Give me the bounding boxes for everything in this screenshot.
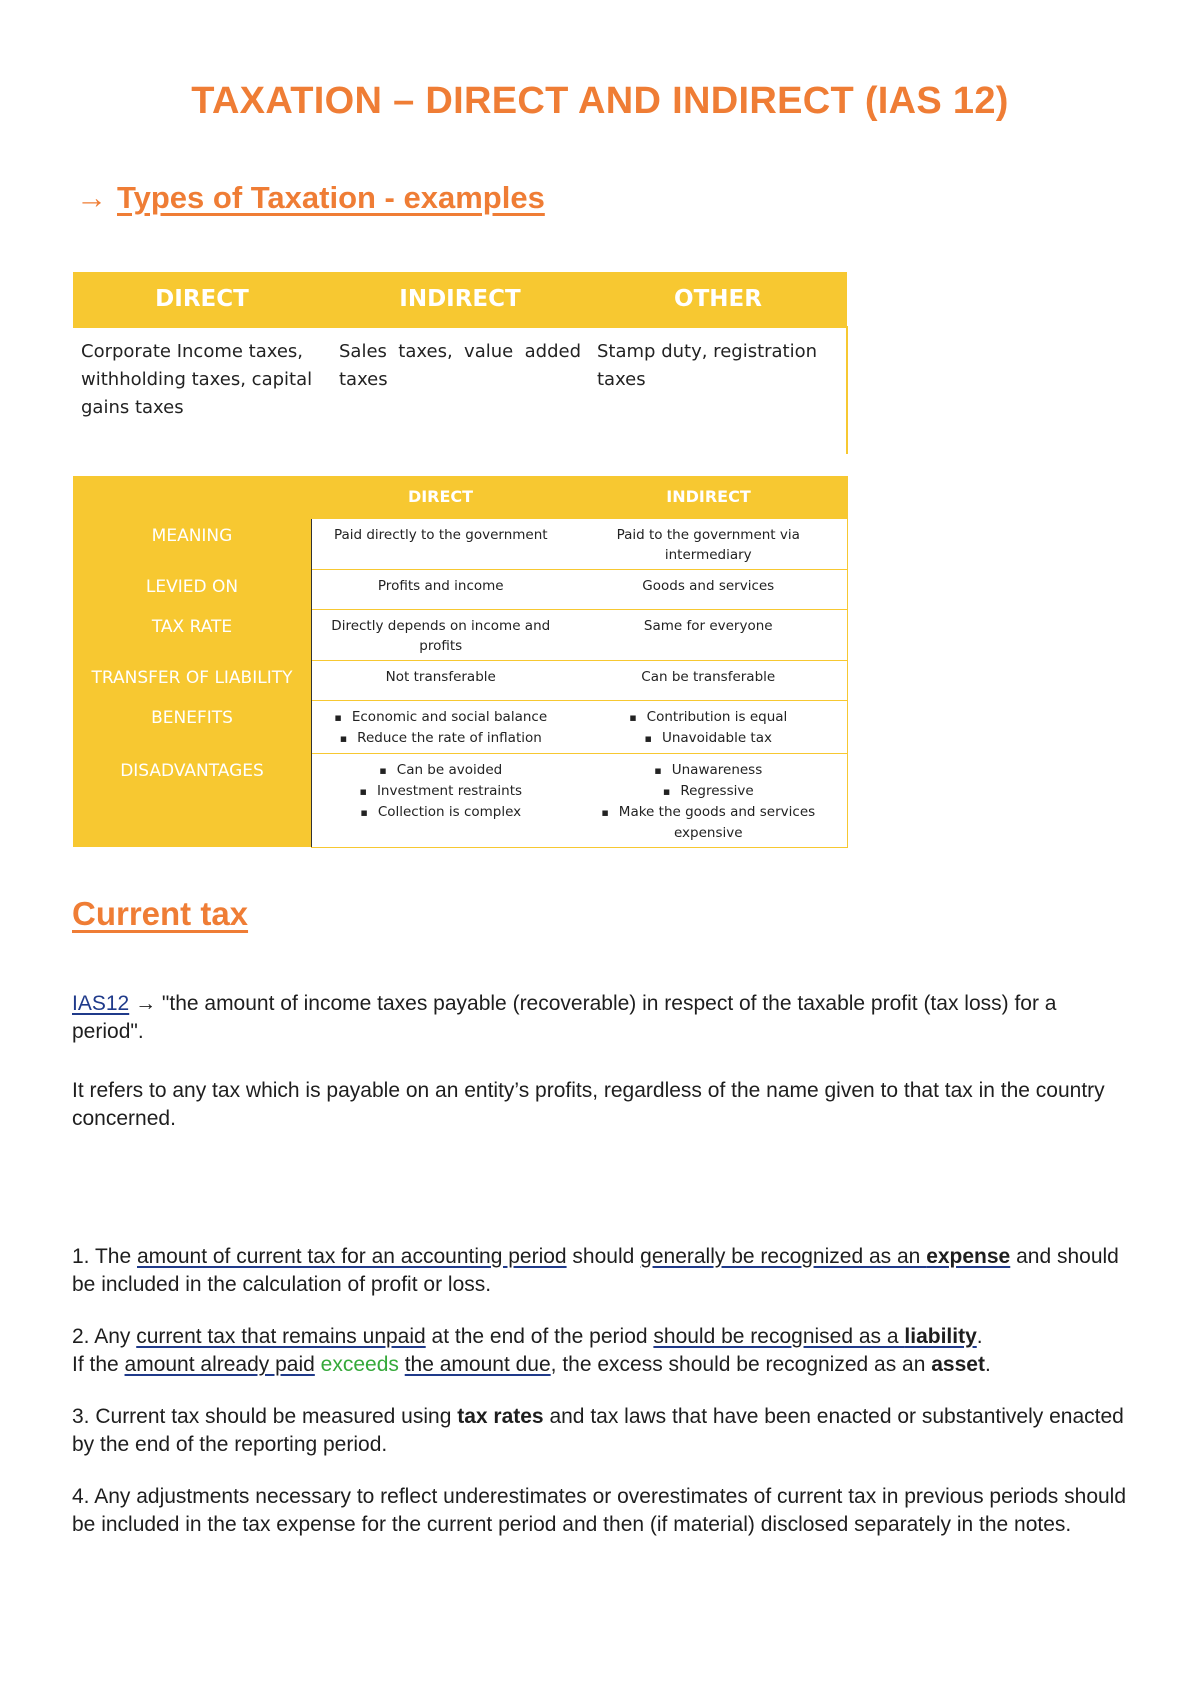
row-label-rate: TAX RATE [73, 609, 312, 660]
point-1 [72, 1243, 1132, 1299]
refers-paragraph: It refers to any tax which is payable on an entity’s profits, regardless of the name given to that tax in the country concerned. [72, 1079, 1105, 1130]
header-direct: DIRECT [73, 272, 331, 327]
underlined-text: amount already paid [124, 1353, 315, 1376]
underlined-text: generally be recognized as an [640, 1245, 927, 1268]
list-item: ▪ Investment restraints [316, 781, 566, 802]
underlined-text: should be recognised as a [653, 1325, 905, 1348]
text-run: 1. The [72, 1245, 137, 1268]
cell-benefits-indirect [570, 700, 848, 753]
highlighted-text: exceeds [314, 1353, 405, 1376]
text-run: . [984, 1353, 991, 1376]
list-item: ▪ Unavoidable tax [574, 728, 843, 749]
bold-term: tax rates [457, 1405, 544, 1428]
cell-meaning-direct: Paid directly to the government [312, 518, 570, 569]
section-subtitle [76, 180, 545, 216]
subtitle-text: Types of Taxation - examples [117, 180, 545, 215]
cell-indirect-examples: Sales taxes, value added taxes [331, 327, 589, 454]
underlined-text: current tax that remains unpaid [136, 1325, 426, 1348]
cell-disadvantages-direct [312, 753, 570, 847]
text-run: should [566, 1245, 641, 1268]
list-item: ▪ Collection is complex [316, 802, 566, 823]
list-item: ▪ Reduce the rate of inflation [316, 728, 566, 749]
cell-transfer-direct: Not transferable [312, 660, 570, 700]
list-item: ▪ Economic and social balance [316, 707, 566, 728]
header-indirect: INDIRECT [570, 476, 848, 518]
comparison-table [73, 476, 848, 848]
cell-benefits-direct [312, 700, 570, 753]
cell-direct-examples: Corporate Income taxes, withholding taxes, capital gains taxes [73, 327, 331, 454]
header-blank [73, 476, 312, 518]
cell-levied-direct: Profits and income [312, 569, 570, 609]
ias12-reference: IAS12 [72, 992, 130, 1015]
cell-levied-indirect: Goods and services [570, 569, 848, 609]
arrow-right-icon: → [76, 180, 107, 215]
list-item: ▪ Can be avoided [316, 760, 566, 781]
header-indirect: INDIRECT [331, 272, 589, 327]
text-run: . [976, 1325, 983, 1348]
header-direct: DIRECT [312, 476, 570, 518]
list-item: ▪ Contribution is equal [574, 707, 843, 728]
cell-disadvantages-indirect [570, 753, 848, 847]
bold-term: liability [904, 1325, 977, 1348]
page-title: TAXATION – DIRECT AND INDIRECT (IAS 12) [191, 80, 1009, 122]
arrow-right-icon: → [135, 992, 157, 1015]
underlined-text: the amount due [404, 1353, 551, 1376]
tax-types-table [73, 272, 848, 454]
point-4: 4. Any adjustments necessary to reflect underestimates or overestimates of current tax in previous periods should be included in the tax expense for the current period and then (if material) disclosed separately in the notes. [72, 1485, 1127, 1536]
list-item: ▪ Make the goods and services expensive [574, 802, 843, 843]
cell-other-examples: Stamp duty, registration taxes [589, 327, 847, 454]
point-2 [72, 1323, 1132, 1379]
text-run: and tax laws that have been enacted or substantively enacted by the end of the reporting period. [72, 1405, 1124, 1456]
row-label-benefits: BENEFITS [73, 700, 312, 753]
cell-transfer-indirect: Can be transferable [570, 660, 848, 700]
ias12-definition [72, 990, 1132, 1046]
list-item: ▪ Unawareness [574, 760, 843, 781]
text-run: and should be included in the calculation of profit or loss. [72, 1245, 1119, 1296]
cell-rate-direct: Directly depends on income and profits [312, 609, 570, 660]
list-item: ▪ Regressive [574, 781, 843, 802]
definition-text: "the amount of income taxes payable (recoverable) in respect of the taxable profit (tax loss) for a period". [72, 992, 1057, 1043]
text-run: at the end of the period [425, 1325, 654, 1348]
text-run: 2. Any [72, 1325, 137, 1348]
row-label-levied: LEVIED ON [73, 569, 312, 609]
bold-term: expense [926, 1245, 1011, 1268]
current-tax-heading: Current tax [72, 895, 249, 932]
point-3 [72, 1403, 1132, 1459]
row-label-transfer: TRANSFER OF LIABILITY [73, 660, 312, 700]
row-label-meaning: MEANING [73, 518, 312, 569]
cell-rate-indirect: Same for everyone [570, 609, 848, 660]
text-run: If the [72, 1353, 125, 1376]
cell-meaning-indirect: Paid to the government via intermediary [570, 518, 848, 569]
text-run: , the excess should be recognized as an [550, 1353, 932, 1376]
row-label-disadvantages: DISADVANTAGES [73, 753, 312, 847]
underlined-text: amount of current tax for an accounting period [137, 1245, 567, 1268]
bold-term: asset [931, 1353, 985, 1376]
header-other: OTHER [589, 272, 847, 327]
text-run: 3. Current tax should be measured using [72, 1405, 458, 1428]
